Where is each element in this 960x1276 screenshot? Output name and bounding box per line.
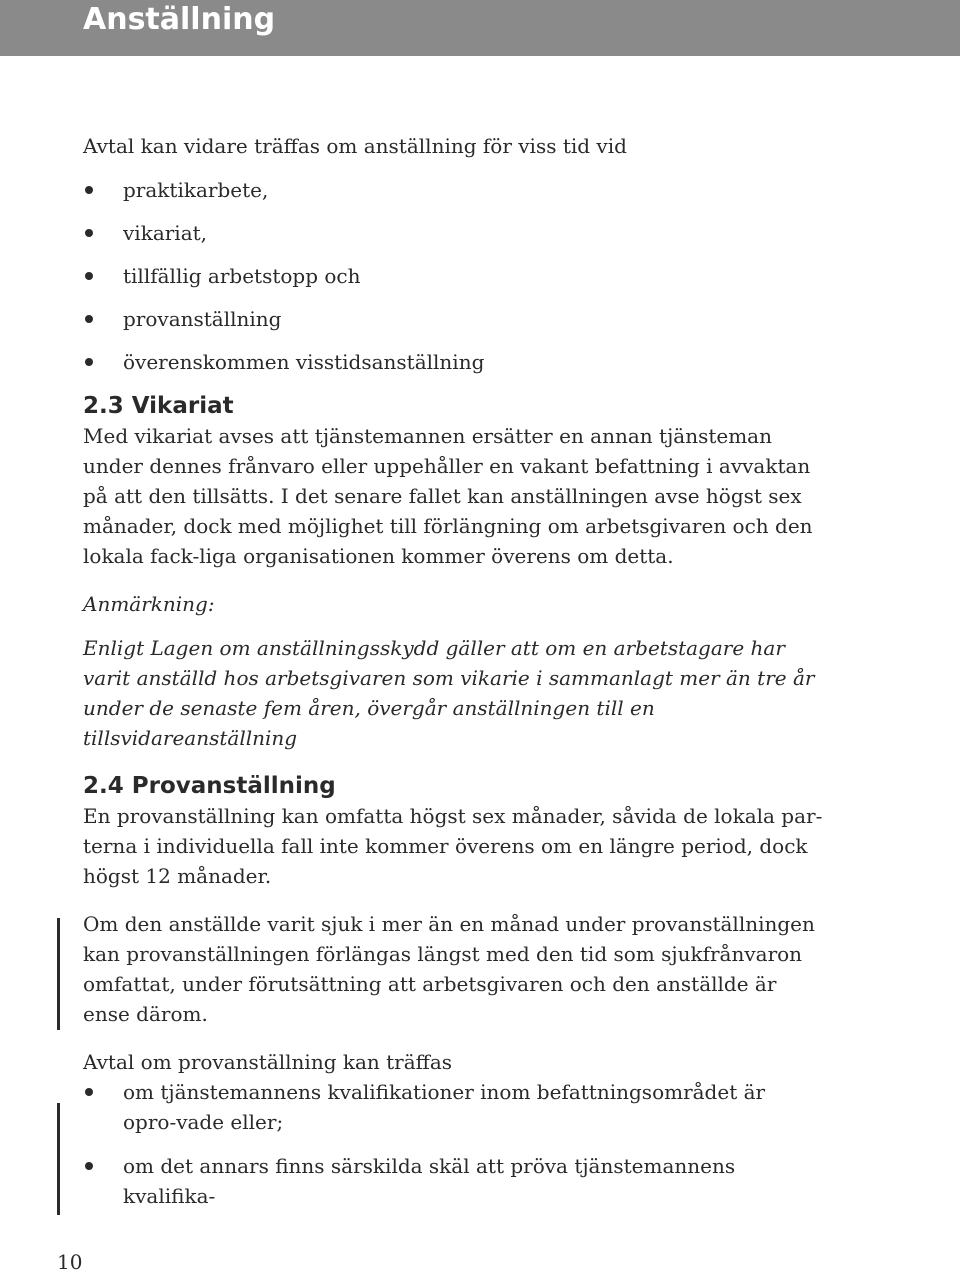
page-title: Anställning (83, 2, 276, 37)
list-item-text: praktikarbete, (123, 178, 269, 202)
list-item (83, 1151, 823, 1211)
provanstallning-paragraph-3: Avtal om provanställning kan träffas (83, 1050, 453, 1074)
header-band (0, 0, 960, 56)
bullet-icon (85, 1088, 93, 1096)
list-item (83, 347, 823, 377)
bullet-icon (85, 358, 93, 366)
bullet-icon (85, 272, 93, 280)
list-item-text: om tjänstemannens kvalifikationer inom befattningsområdet är opro-vade eller; (123, 1080, 766, 1134)
page-number: 10 (57, 1250, 83, 1274)
change-bar-paragraph (57, 918, 60, 1030)
list-item-text: tillfällig arbetstopp och (123, 264, 361, 288)
list-item-text: överenskommen visstidsanställning (123, 350, 485, 374)
note-label: Anmärkning: (83, 592, 215, 616)
list-item-text: provanställning (123, 307, 282, 331)
list-item (83, 175, 823, 205)
provanstallning-paragraph-1: En provanställning kan omfatta högst sex månader, såvida de lokala par-terna i individuella fall inte kommer överens om en längre period, dock högst 12 månader. (83, 804, 823, 888)
provanstallning-bullet-list (83, 1077, 823, 1211)
section-heading-vikariat: 2.3 Vikariat (83, 393, 234, 419)
bullet-icon (85, 1162, 93, 1170)
document-body (83, 131, 823, 1225)
list-item (83, 1077, 823, 1137)
bullet-icon (85, 229, 93, 237)
list-item (83, 218, 823, 248)
note-text: Enligt Lagen om anställningsskydd gäller att om en arbetstagare har varit anställd hos arbetsgivaren som vikarie i sammanlagt mer än tre år under de senaste fem åren, övergår anställningen till en tillsvidareanställning (83, 636, 815, 750)
intro-bullet-list (83, 175, 823, 377)
bullet-icon (85, 315, 93, 323)
provanstallning-paragraph-2: Om den anställde varit sjuk i mer än en månad under provanställningen kan provanställningen förlängas längst med den tid som sjukfrånvaron omfattat, under förutsättning att arbetsgivaren och den anställde är ense därom. (83, 912, 815, 1026)
list-item (83, 261, 823, 291)
intro-paragraph: Avtal kan vidare träffas om anställning för viss tid vid (83, 134, 627, 158)
vikariat-paragraph: Med vikariat avses att tjänstemannen ersätter en annan tjänsteman under dennes frånvaro eller uppehåller en vakant befattning i avvaktan på att den tillsätts. I det senare fallet kan anställningen avse högst sex månader, dock med möjlighet till förlängning om arbetsgivaren och den lokala fack-liga organisationen kommer överens om detta. (83, 424, 813, 568)
list-item-text: vikariat, (123, 221, 208, 245)
list-item-text: om det annars finns särskilda skäl att pröva tjänstemannens kvalifika- (123, 1154, 736, 1208)
list-item (83, 304, 823, 334)
change-bar-list (57, 1103, 60, 1215)
bullet-icon (85, 186, 93, 194)
section-heading-provanstallning: 2.4 Provanställning (83, 773, 336, 799)
